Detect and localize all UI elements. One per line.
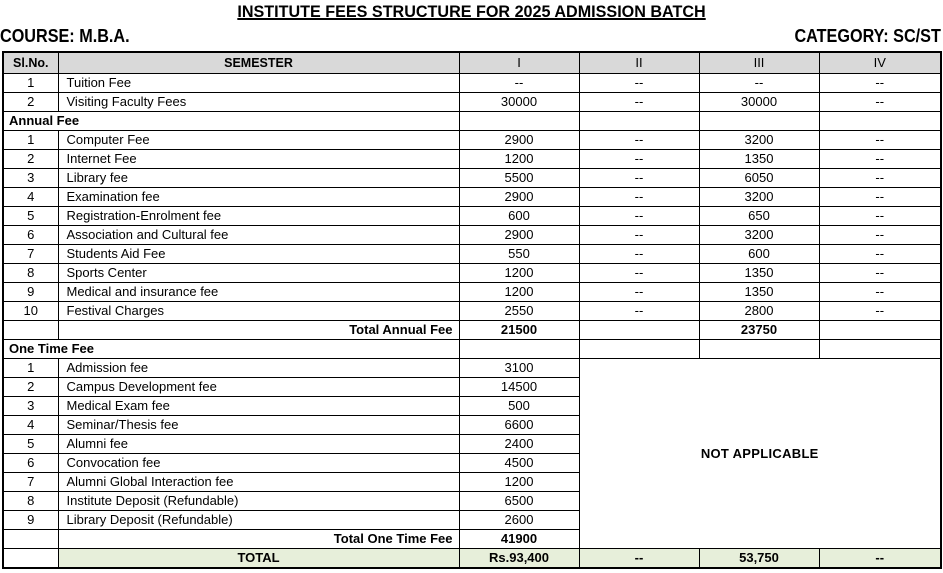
fee-value-cell: -- (819, 74, 941, 93)
not-applicable-cell: NOT APPLICABLE (579, 359, 941, 549)
grand-total-value-cell: 53,750 (699, 549, 819, 569)
fee-value-cell: 6050 (699, 169, 819, 188)
sl-cell: 6 (3, 454, 58, 473)
fee-value-cell: 1350 (699, 150, 819, 169)
fee-value-cell: -- (579, 245, 699, 264)
grand-total-label-cell: TOTAL (58, 549, 459, 569)
fee-value-cell: 3200 (699, 131, 819, 150)
fee-value-cell: -- (579, 131, 699, 150)
total-label-cell: Total Annual Fee (58, 321, 459, 340)
empty-cell (819, 340, 941, 359)
grand-total-value-cell: -- (819, 549, 941, 569)
fee-value-cell: -- (579, 74, 699, 93)
fee-value-cell: -- (579, 150, 699, 169)
sl-cell: 4 (3, 416, 58, 435)
fee-value-cell: -- (819, 207, 941, 226)
fees-table (2, 51, 942, 569)
fee-value-cell: 3200 (699, 226, 819, 245)
fee-value-cell: -- (819, 131, 941, 150)
empty-cell (459, 340, 579, 359)
table-header (3, 52, 941, 74)
fee-value-cell: 1200 (459, 473, 579, 492)
section-row (3, 340, 941, 359)
section-row (3, 112, 941, 131)
table-row (3, 359, 941, 378)
page-title: INSTITUTE FEES STRUCTURE FOR 2025 ADMISSION BATCH (237, 2, 706, 21)
total-row (3, 321, 941, 340)
fee-name-cell: Festival Charges (58, 302, 459, 321)
fee-value-cell: -- (819, 245, 941, 264)
sl-cell: 2 (3, 93, 58, 112)
sl-cell: 7 (3, 245, 58, 264)
sl-cell: 2 (3, 150, 58, 169)
fee-value-cell: 4500 (459, 454, 579, 473)
fee-value-cell: 14500 (459, 378, 579, 397)
grand-total-value-cell: Rs.93,400 (459, 549, 579, 569)
total-value-cell: 21500 (459, 321, 579, 340)
fee-name-cell: Association and Cultural fee (58, 226, 459, 245)
fee-name-cell: Library fee (58, 169, 459, 188)
fee-value-cell: 550 (459, 245, 579, 264)
sl-cell: 5 (3, 435, 58, 454)
col-header-sem3: III (699, 52, 819, 74)
fee-value-cell: 500 (459, 397, 579, 416)
category-label: CATEGORY: SC/ST (794, 25, 942, 46)
fee-name-cell: Medical Exam fee (58, 397, 459, 416)
fee-value-cell: -- (819, 264, 941, 283)
fee-value-cell: -- (579, 302, 699, 321)
sl-cell (3, 321, 58, 340)
fee-name-cell: Medical and insurance fee (58, 283, 459, 302)
fee-value-cell: -- (819, 302, 941, 321)
table-row (3, 245, 941, 264)
sl-cell: 3 (3, 169, 58, 188)
header-row (3, 52, 941, 74)
fee-value-cell: -- (579, 283, 699, 302)
fee-value-cell: -- (819, 283, 941, 302)
fee-value-cell: 2600 (459, 511, 579, 530)
sl-cell: 1 (3, 359, 58, 378)
sl-cell (3, 549, 58, 569)
fee-value-cell: 650 (699, 207, 819, 226)
fee-name-cell: Alumni Global Interaction fee (58, 473, 459, 492)
sl-cell: 2 (3, 378, 58, 397)
empty-cell (579, 112, 699, 131)
fee-name-cell: Tuition Fee (58, 74, 459, 93)
table-row (3, 93, 941, 112)
fee-value-cell: -- (579, 226, 699, 245)
empty-cell (459, 112, 579, 131)
fee-value-cell: 1350 (699, 264, 819, 283)
sl-cell: 5 (3, 207, 58, 226)
sl-cell: 9 (3, 283, 58, 302)
fee-name-cell: Institute Deposit (Refundable) (58, 492, 459, 511)
col-header-sem1: I (459, 52, 579, 74)
table-row (3, 207, 941, 226)
fee-value-cell: -- (459, 74, 579, 93)
fee-name-cell: Alumni fee (58, 435, 459, 454)
fee-value-cell: -- (579, 169, 699, 188)
fee-value-cell: -- (699, 74, 819, 93)
fee-value-cell: 1200 (459, 150, 579, 169)
total-value-cell (579, 321, 699, 340)
fee-value-cell: 2400 (459, 435, 579, 454)
table-row (3, 150, 941, 169)
col-header-slno: Sl.No. (3, 52, 58, 74)
sl-cell: 7 (3, 473, 58, 492)
empty-cell (819, 112, 941, 131)
fee-name-cell: Students Aid Fee (58, 245, 459, 264)
fee-value-cell: 1350 (699, 283, 819, 302)
fee-value-cell: -- (819, 188, 941, 207)
sl-cell: 8 (3, 264, 58, 283)
fee-value-cell: 30000 (459, 93, 579, 112)
table-row (3, 169, 941, 188)
sl-cell: 6 (3, 226, 58, 245)
col-header-semester: SEMESTER (58, 52, 459, 74)
fee-value-cell: 3100 (459, 359, 579, 378)
fee-value-cell: 1200 (459, 283, 579, 302)
fee-name-cell: Sports Center (58, 264, 459, 283)
fee-value-cell: 6500 (459, 492, 579, 511)
total-value-cell: 23750 (699, 321, 819, 340)
fee-value-cell: 2900 (459, 226, 579, 245)
total-value-cell: 41900 (459, 530, 579, 549)
fee-value-cell: 600 (459, 207, 579, 226)
total-value-cell (819, 321, 941, 340)
page-title-row (0, 2, 943, 22)
fee-value-cell: 5500 (459, 169, 579, 188)
fee-value-cell: -- (579, 188, 699, 207)
fee-value-cell: -- (819, 150, 941, 169)
fee-value-cell: -- (579, 207, 699, 226)
table-row (3, 188, 941, 207)
sl-cell (3, 530, 58, 549)
fee-name-cell: Admission fee (58, 359, 459, 378)
sl-cell: 9 (3, 511, 58, 530)
fee-name-cell: Seminar/Thesis fee (58, 416, 459, 435)
fee-value-cell: 2550 (459, 302, 579, 321)
grand-total-value-cell: -- (579, 549, 699, 569)
subheader-row (0, 25, 943, 47)
section-title-cell: One Time Fee (3, 340, 459, 359)
fee-name-cell: Visiting Faculty Fees (58, 93, 459, 112)
sl-cell: 10 (3, 302, 58, 321)
fee-value-cell: 600 (699, 245, 819, 264)
course-label: COURSE: M.B.A. (0, 25, 130, 46)
sl-cell: 3 (3, 397, 58, 416)
table-body (3, 74, 941, 569)
empty-cell (699, 340, 819, 359)
fee-value-cell: -- (819, 226, 941, 245)
table-row (3, 226, 941, 245)
fee-value-cell: 6600 (459, 416, 579, 435)
fee-value-cell: -- (579, 264, 699, 283)
fee-value-cell: 2800 (699, 302, 819, 321)
fee-value-cell: 30000 (699, 93, 819, 112)
table-row (3, 74, 941, 93)
fee-name-cell: Campus Development fee (58, 378, 459, 397)
empty-cell (699, 112, 819, 131)
fee-name-cell: Examination fee (58, 188, 459, 207)
fee-value-cell: 2900 (459, 188, 579, 207)
fee-value-cell: -- (819, 169, 941, 188)
fee-value-cell: -- (579, 93, 699, 112)
grand-total-row (3, 549, 941, 569)
fee-value-cell: -- (819, 93, 941, 112)
sl-cell: 4 (3, 188, 58, 207)
fee-name-cell: Computer Fee (58, 131, 459, 150)
fee-value-cell: 2900 (459, 131, 579, 150)
col-header-sem2: II (579, 52, 699, 74)
empty-cell (579, 340, 699, 359)
fee-value-cell: 3200 (699, 188, 819, 207)
fee-value-cell: 1200 (459, 264, 579, 283)
sl-cell: 8 (3, 492, 58, 511)
table-row (3, 283, 941, 302)
fee-name-cell: Library Deposit (Refundable) (58, 511, 459, 530)
total-label-cell: Total One Time Fee (58, 530, 459, 549)
fee-name-cell: Convocation fee (58, 454, 459, 473)
fee-name-cell: Registration-Enrolment fee (58, 207, 459, 226)
table-row (3, 131, 941, 150)
sl-cell: 1 (3, 131, 58, 150)
section-title-cell: Annual Fee (3, 112, 459, 131)
col-header-sem4: IV (819, 52, 941, 74)
table-row (3, 302, 941, 321)
sl-cell: 1 (3, 74, 58, 93)
table-row (3, 264, 941, 283)
fee-name-cell: Internet Fee (58, 150, 459, 169)
